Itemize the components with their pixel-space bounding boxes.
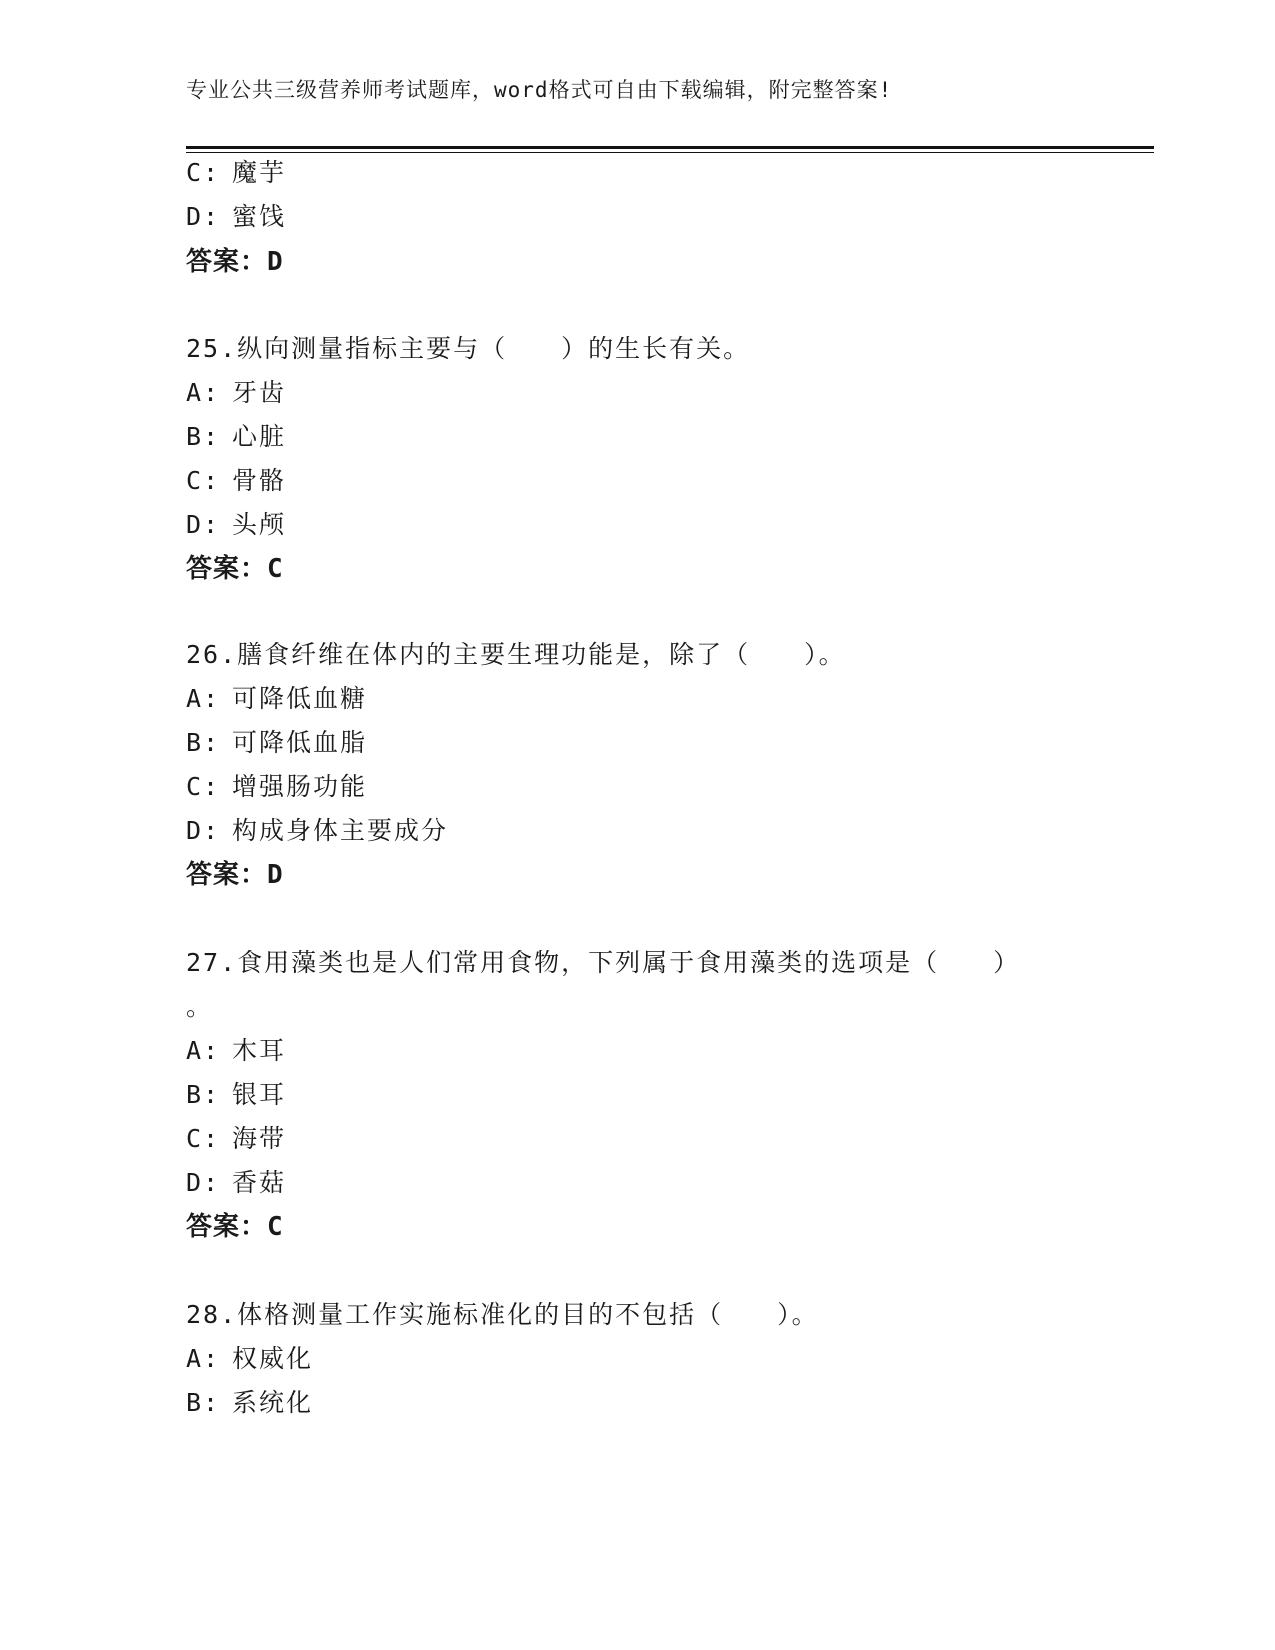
option-text: 银耳 xyxy=(232,1080,287,1109)
option-key: C: xyxy=(186,466,221,495)
option-text: 骨骼 xyxy=(232,466,287,495)
option-d xyxy=(186,202,286,232)
option-text: 海带 xyxy=(232,1124,287,1153)
option-c xyxy=(186,1124,286,1154)
answer-line xyxy=(186,1212,284,1242)
option-c xyxy=(186,466,286,496)
answer-value: C xyxy=(267,554,284,584)
option-text: 蜜饯 xyxy=(232,202,287,231)
option-b xyxy=(186,1388,313,1418)
option-key: C: xyxy=(186,772,221,801)
option-text: 牙齿 xyxy=(232,378,287,407)
option-text: 木耳 xyxy=(232,1036,287,1065)
option-key: A: xyxy=(186,1036,221,1065)
option-c xyxy=(186,158,286,188)
question-text: 27.食用藻类也是人们常用食物，下列属于食用藻类的选项是（ ） xyxy=(186,948,1021,977)
answer-value: D xyxy=(267,247,284,277)
answer-label: 答案： xyxy=(186,554,268,584)
option-key: D: xyxy=(186,202,221,231)
answer-label: 答案： xyxy=(186,1212,268,1242)
option-key: A: xyxy=(186,1344,221,1373)
header-divider xyxy=(186,146,1154,149)
answer-line xyxy=(186,860,284,890)
option-key: D: xyxy=(186,510,221,539)
option-key: B: xyxy=(186,422,221,451)
option-d xyxy=(186,510,286,540)
option-text: 系统化 xyxy=(232,1388,314,1417)
option-text: 魔芋 xyxy=(232,158,287,187)
option-key: B: xyxy=(186,728,221,757)
answer-value: D xyxy=(267,860,284,890)
page-header: 专业公共三级营养师考试题库，word格式可自由下载编辑，附完整答案! xyxy=(186,78,893,102)
option-text: 心脏 xyxy=(232,422,287,451)
option-a xyxy=(186,378,286,408)
question-text: 28.体格测量工作实施标准化的目的不包括（ ）。 xyxy=(186,1300,819,1329)
option-text: 增强肠功能 xyxy=(232,772,368,801)
answer-label: 答案： xyxy=(186,247,268,277)
option-key: A: xyxy=(186,378,221,407)
answer-label: 答案： xyxy=(186,860,268,890)
option-key: C: xyxy=(186,1124,221,1153)
option-text: 头颅 xyxy=(232,510,287,539)
option-b xyxy=(186,1080,286,1110)
option-key: B: xyxy=(186,1080,221,1109)
option-text: 构成身体主要成分 xyxy=(232,816,449,845)
option-b xyxy=(186,422,286,452)
option-key: B: xyxy=(186,1388,221,1417)
option-a xyxy=(186,1344,313,1374)
option-text: 权威化 xyxy=(232,1344,314,1373)
option-c xyxy=(186,772,367,802)
option-text: 香菇 xyxy=(232,1168,287,1197)
option-key: A: xyxy=(186,684,221,713)
option-text: 可降低血脂 xyxy=(232,728,368,757)
header-divider-thin xyxy=(186,152,1154,153)
question-continuation: 。 xyxy=(186,992,214,1021)
option-key: D: xyxy=(186,816,221,845)
option-key: C: xyxy=(186,158,221,187)
option-a xyxy=(186,684,367,714)
option-d xyxy=(186,1168,286,1198)
question-text: 26.膳食纤维在体内的主要生理功能是，除了（ ）。 xyxy=(186,640,846,669)
answer-line xyxy=(186,247,284,277)
option-a xyxy=(186,1036,286,1066)
option-key: D: xyxy=(186,1168,221,1197)
answer-line xyxy=(186,554,284,584)
question-text: 25.纵向测量指标主要与（ ）的生长有关。 xyxy=(186,334,751,363)
option-text: 可降低血糖 xyxy=(232,684,368,713)
answer-value: C xyxy=(267,1212,284,1242)
option-d xyxy=(186,816,448,846)
option-b xyxy=(186,728,367,758)
